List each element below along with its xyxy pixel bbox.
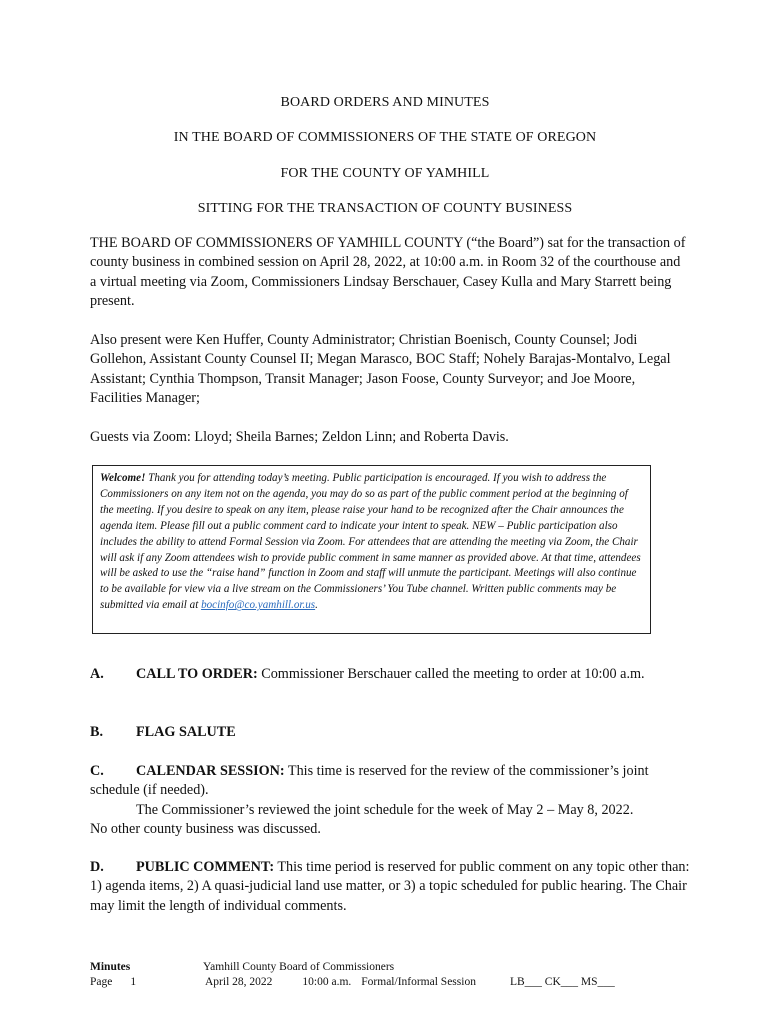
section-b-letter: B.	[90, 724, 104, 740]
title-line-4: SITTING FOR THE TRANSACTION OF COUNTY BUSINESS	[197, 201, 573, 216]
footer-session: Formal/Informal Session	[361, 976, 476, 988]
section-c-detail-2: No other county business was discussed.	[90, 821, 321, 838]
section-d-label: PUBLIC COMMENT:	[136, 859, 275, 875]
title-line-1: BOARD ORDERS AND MINUTES	[280, 95, 490, 110]
intro-paragraph-3	[90, 428, 690, 447]
footer-initials: LB___ CK___ MS___	[509, 976, 615, 988]
section-b	[90, 723, 690, 742]
footer-meta	[203, 975, 615, 990]
welcome-notice-box	[92, 465, 651, 634]
section-c	[90, 762, 690, 840]
intro-paragraph-2	[90, 331, 690, 409]
footer-page-number: 1	[130, 976, 137, 988]
footer-time: 10:00 a.m.	[302, 976, 352, 988]
section-c-letter: C.	[90, 763, 104, 779]
section-c-text: This time is reserved for the review of the commissioner’s joint schedule (if needed).	[90, 763, 649, 799]
footer-page-label: Page	[90, 976, 113, 988]
section-a	[90, 665, 690, 684]
section-d-letter: D.	[90, 859, 104, 875]
section-c-label: CALENDAR SESSION:	[136, 763, 285, 779]
section-a-label: CALL TO ORDER:	[136, 666, 258, 682]
title-line-3: FOR THE COUNTY OF YAMHILL	[280, 166, 490, 181]
section-a-text: Commissioner Berschauer called the meeting to order at 10:00 a.m.	[257, 666, 645, 682]
notice-end: .	[315, 599, 318, 612]
intro-paragraph-1	[90, 234, 690, 312]
notice-body: Thank you for attending today’s meeting. Public participation is encouraged. If you wish to address the Commissioners on any item not on the agenda, you may do so as part of the public comment period at the beginning of the meeting. If you desire to speak on any item, please raise your hand to be recognized after the Chair announces the agenda item. Please fill out a public comment card to indicate your intent to speak. NEW – Public participation also includes the ability to attend Formal Session via Zoom. For attendees that are attending the meeting via Zoom, the Chair will ask if any Zoom attendees wish to provide public comment in same manner as provided above. At that time, attendees will be asked to use the “raise hand” function in Zoom and staff will unmute the participant. Meetings will also continue to be available for view via a live stream on the Commissioners’ You Tube channel. Written public comments may be submitted via email at	[100, 472, 641, 612]
section-d-text: This time period is reserved for public comment on any topic other than: 1) agenda items, 2) A quasi-judicial land use matter, or 3) a topic scheduled for public hearing. The Chair may limit the length of individual comments.	[90, 859, 690, 914]
footer-left	[90, 960, 136, 990]
section-c-detail: The Commissioner’s reviewed the joint schedule for the week of May 2 – May 8, 2022.	[136, 801, 634, 818]
section-d	[90, 858, 690, 916]
section-b-label: FLAG SALUTE	[136, 724, 236, 740]
welcome-label: Welcome!	[100, 472, 146, 484]
footer-page	[90, 975, 136, 990]
intro-text-1: THE BOARD OF COMMISSIONERS OF YAMHILL COUNTY (“the Board”) sat for the transaction of county business in combined session on April 28, 2022, at 10:00 a.m. in Room 32 of the courthouse and a virtual meeting via Zoom, Commissioners Lindsay Berschauer, Casey Kulla and Mary Starrett being present.	[90, 235, 686, 310]
footer-date: April 28, 2022	[205, 976, 273, 988]
footer-org: Yamhill County Board of Commissioners	[203, 961, 395, 973]
email-link[interactable]: bocinfo@co.yamhill.or.us	[201, 599, 316, 612]
footer-right	[203, 960, 615, 990]
footer-minutes-label: Minutes	[90, 961, 131, 973]
guests-text: Guests via Zoom: Lloyd; Sheila Barnes; Zeldon Linn; and Roberta Davis.	[90, 429, 509, 445]
section-a-letter: A.	[90, 666, 104, 682]
intro-text-2: Also present were Ken Huffer, County Administrator; Christian Boenisch, County Counsel; Jodi Gollehon, Assistant County Counsel II; Megan Marasco, BOC Staff; Nohely Barajas-Montalvo, Legal Assistant; Cynthia Thompson, Transit Manager; Jason Foose, County Surveyor; and Joe Moore, Facilities Manager;	[90, 332, 671, 407]
title-line-2: IN THE BOARD OF COMMISSIONERS OF THE STATE OF OREGON	[173, 130, 597, 145]
